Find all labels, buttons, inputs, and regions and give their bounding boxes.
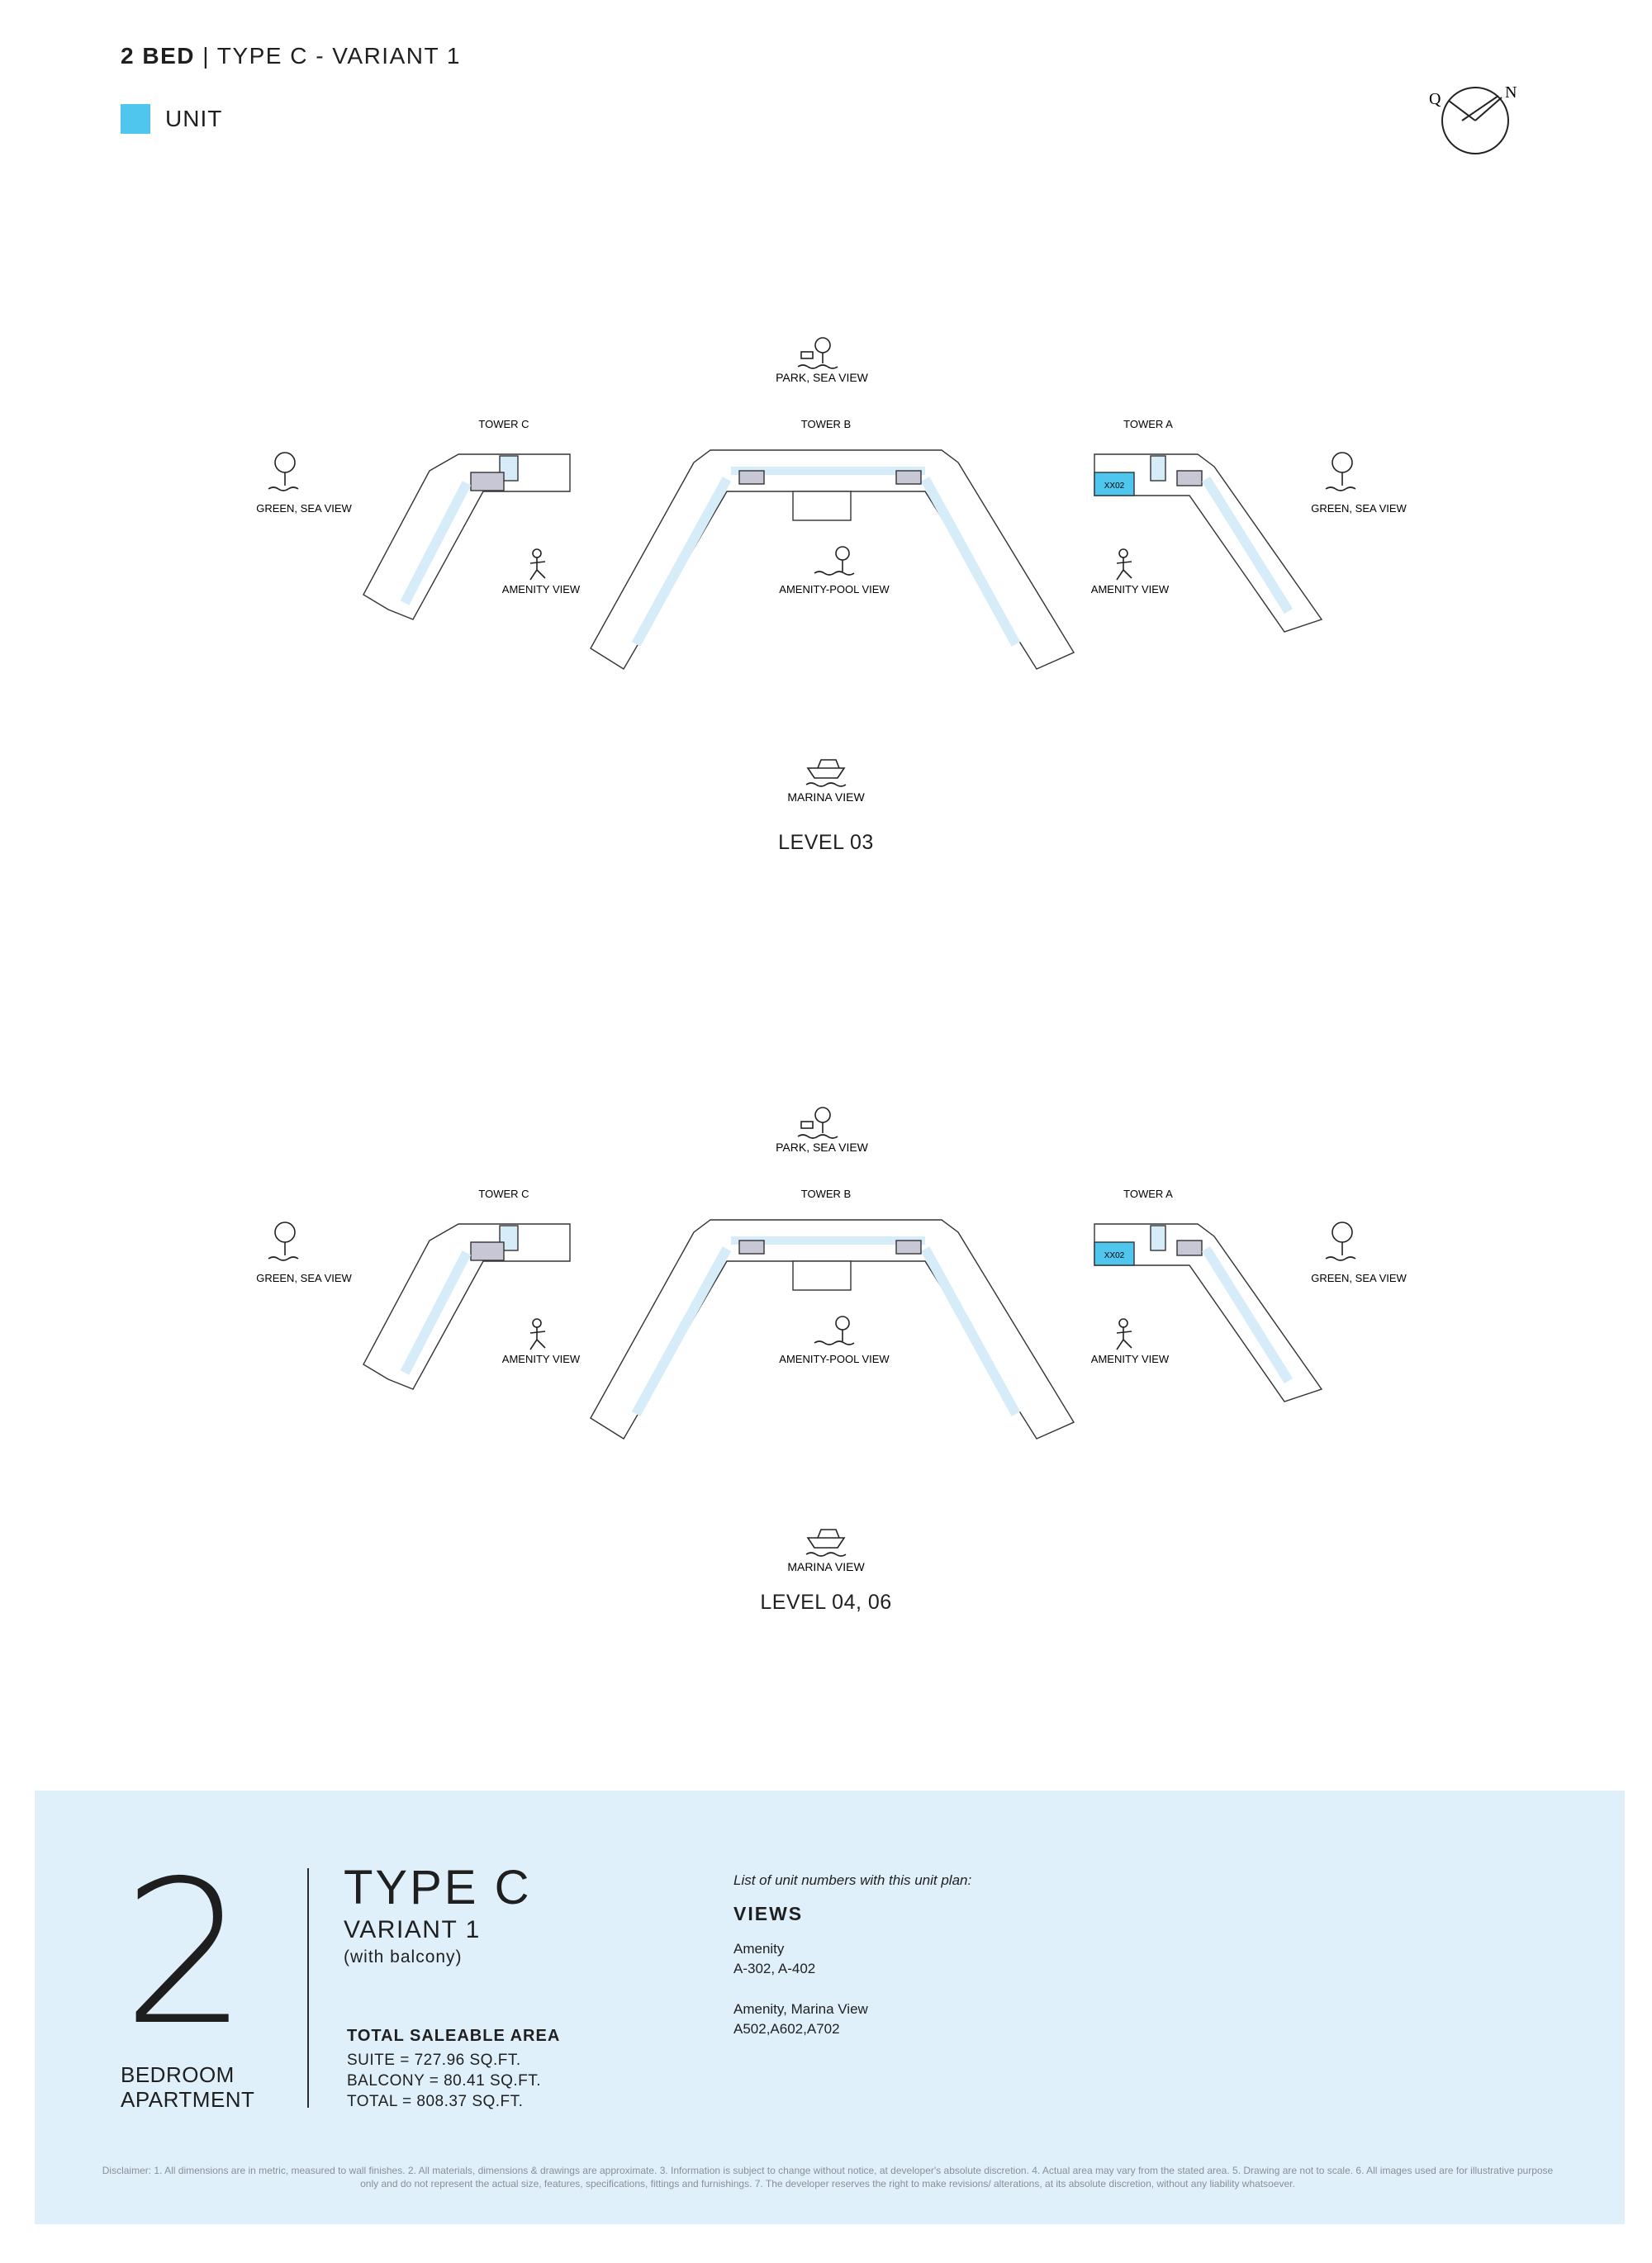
- amenity-left-icon: [530, 1319, 545, 1350]
- tower-c-label: TOWER C: [478, 1188, 529, 1200]
- total-saleable-area-title: TOTAL SALEABLE AREA: [347, 2027, 561, 2045]
- right-tree-icon: [1326, 1222, 1355, 1260]
- view-name: Amenity: [733, 1941, 785, 1957]
- view-units: A-302, A-402: [733, 1961, 816, 1976]
- balcony-area: BALCONY = 80.41 SQ.FT.: [347, 2072, 542, 2090]
- tower-a-label: TOWER A: [1123, 418, 1173, 430]
- view-right-label: GREEN, SEA VIEW: [1311, 502, 1407, 515]
- amenity-center-label: AMENITY-POOL VIEW: [779, 583, 890, 595]
- tower-a-plan: [1094, 1224, 1322, 1402]
- park-sea-view-icon: [798, 338, 838, 368]
- level-04-06-label: LEVEL 04, 06: [760, 1591, 892, 1614]
- highlighted-unit-label: XX02: [1104, 482, 1125, 491]
- view-name: Amenity, Marina View: [733, 2001, 868, 2017]
- marina-boat-icon: [806, 1530, 846, 1556]
- bedroom-apartment-label: [121, 2062, 254, 2112]
- amenity-center-label: AMENITY-POOL VIEW: [779, 1353, 890, 1365]
- legend-label: UNIT: [165, 106, 223, 131]
- tower-a-plan: [1094, 454, 1322, 632]
- amenity-left-label: AMENITY VIEW: [501, 583, 581, 595]
- left-tree-icon: [268, 1222, 298, 1260]
- tower-b-plan: [591, 1220, 1074, 1439]
- view-bottom-label: MARINA VIEW: [787, 790, 865, 804]
- page-title: [121, 43, 461, 69]
- view-right-label: GREEN, SEA VIEW: [1311, 1272, 1407, 1284]
- compass-icon: [1429, 81, 1528, 164]
- title-rest: | TYPE C - VARIANT 1: [194, 43, 461, 69]
- divider: [307, 1868, 309, 2108]
- highlighted-unit-label: XX02: [1104, 1251, 1125, 1260]
- disclaimer: Disclaimer: 1. All dimensions are in metric, measured to wall finishes. 2. All materials, dimensions & drawings are approximate. 3. Information is subject to change without notice, at developer's absolute discretion. 4. Actual area may vary from the stated area. 5. Drawing are not to scale. 6. All images used are for illustrative purpose only and do not represent the actual size, features, specifications, fittings and furnishings. 7. The developer reserves the right to make revisions/ alterations, at its absolute discretion, without any liability whatsoever.: [102, 2165, 1554, 2189]
- suite-area: SUITE = 727.96 SQ.FT.: [347, 2052, 521, 2069]
- bedroom-line1: BEDROOM: [121, 2062, 235, 2087]
- amenity-right-icon: [1117, 549, 1132, 580]
- views-heading: VIEWS: [733, 1903, 804, 1924]
- bedroom-line2: APARTMENT: [121, 2087, 255, 2112]
- floor-plan-level-04-06: [0, 1108, 1652, 1839]
- view-units: A502,A602,A702: [733, 2021, 840, 2037]
- right-tree-icon: [1326, 453, 1355, 491]
- view-top-label: PARK, SEA VIEW: [776, 371, 868, 384]
- amenity-left-label: AMENITY VIEW: [501, 1353, 581, 1365]
- pool-icon: [814, 547, 854, 575]
- tower-b-label: TOWER B: [800, 418, 852, 430]
- amenity-right-label: AMENITY VIEW: [1090, 583, 1170, 595]
- level-03-label: LEVEL 03: [778, 831, 874, 854]
- floor-plan-level-03: [0, 339, 1652, 1070]
- pool-icon: [814, 1317, 854, 1345]
- title-bold: 2 BED: [121, 43, 195, 69]
- compass-n: N: [1505, 83, 1517, 102]
- view-left-label: GREEN, SEA VIEW: [256, 502, 352, 515]
- tower-c-label: TOWER C: [478, 418, 529, 430]
- bedroom-count: 2: [122, 1838, 249, 2069]
- legend: [121, 104, 222, 134]
- type-title: TYPE C: [344, 1861, 532, 1914]
- view-bottom-label: MARINA VIEW: [787, 1560, 865, 1573]
- tower-b-plan: [591, 450, 1074, 669]
- variant-label: VARIANT 1: [344, 1916, 481, 1943]
- view-top-label: PARK, SEA VIEW: [776, 1141, 868, 1154]
- amenity-left-icon: [530, 549, 545, 580]
- tower-a-label: TOWER A: [1123, 1188, 1173, 1200]
- balcony-note: (with balcony): [344, 1948, 463, 1966]
- view-left-label: GREEN, SEA VIEW: [256, 1272, 352, 1284]
- unit-list-heading: List of unit numbers with this unit plan:: [733, 1872, 972, 1888]
- tower-b-label: TOWER B: [800, 1188, 852, 1200]
- park-sea-view-icon: [798, 1108, 838, 1138]
- unit-legend-swatch: [121, 104, 150, 134]
- compass-q: Q: [1429, 90, 1441, 108]
- amenity-right-label: AMENITY VIEW: [1090, 1353, 1170, 1365]
- total-area: TOTAL = 808.37 SQ.FT.: [347, 2093, 524, 2110]
- left-tree-icon: [268, 453, 298, 491]
- marina-boat-icon: [806, 760, 846, 786]
- amenity-right-icon: [1117, 1319, 1132, 1350]
